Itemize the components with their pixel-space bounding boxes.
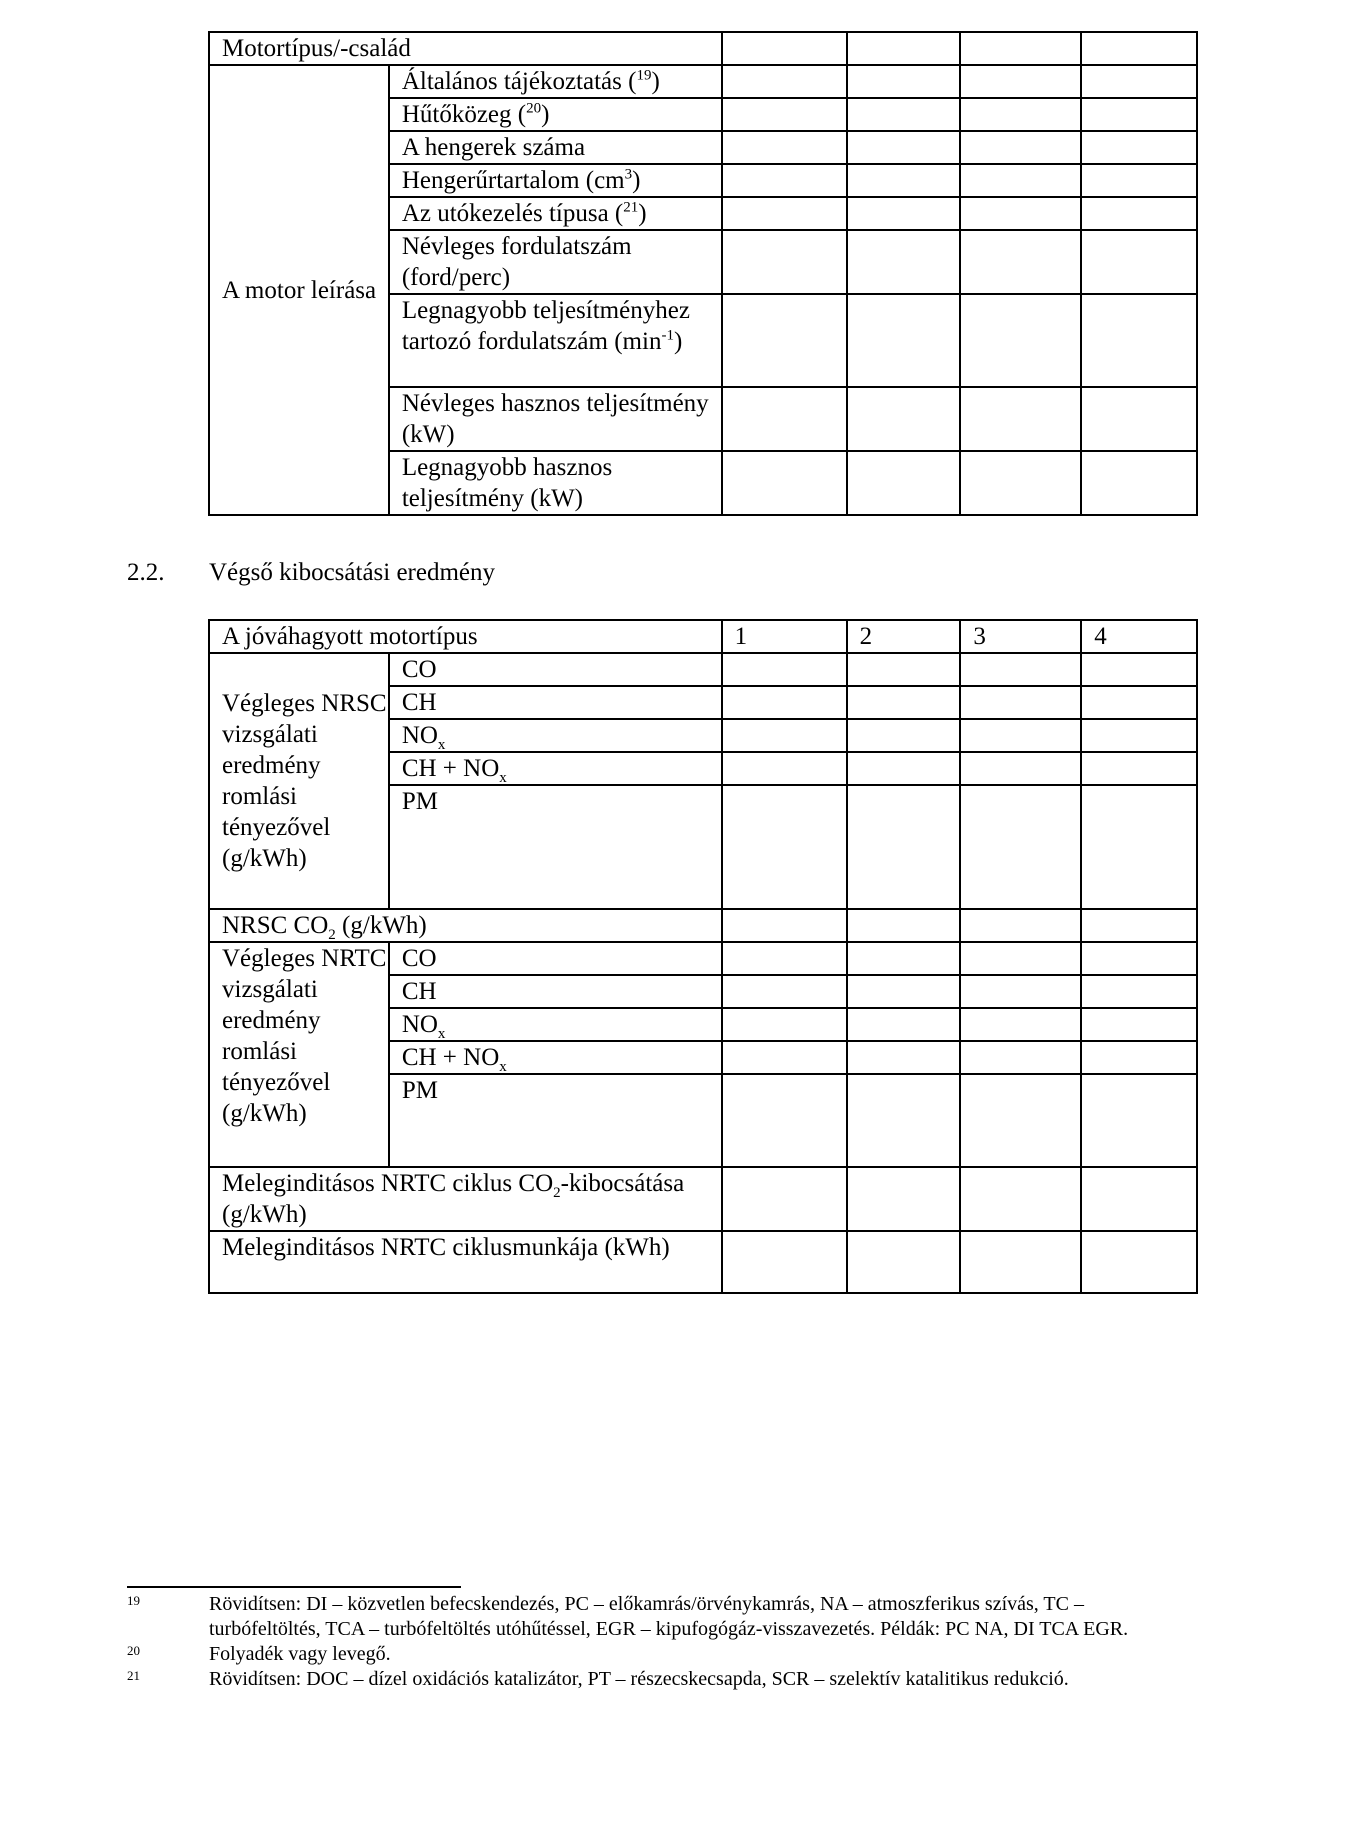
emission-results-table <box>208 619 1198 1294</box>
value-cell[interactable] <box>847 975 961 1008</box>
nrtc-work-label: Meleginditásos NRTC ciklusmunkája (kWh) <box>209 1231 722 1293</box>
parameter-superscript: 19 <box>636 67 652 84</box>
parameter-superscript: -1 <box>661 327 674 344</box>
value-cell[interactable] <box>722 197 847 230</box>
value-cell[interactable] <box>960 1167 1081 1231</box>
value-cell[interactable] <box>847 719 961 752</box>
parameter-text: Névleges fordulatszám (ford/perc) <box>401 233 632 291</box>
footnotes <box>127 1592 1187 1692</box>
value-cell[interactable] <box>960 451 1081 515</box>
value-cell[interactable] <box>960 230 1081 294</box>
footnote-21 <box>127 1667 1187 1692</box>
parameter-superscript: 21 <box>623 199 639 216</box>
ch-nox-base: CH + NO <box>401 1044 500 1071</box>
engine-parameter-label <box>389 98 722 131</box>
footnote-text: Rövidítsen: DI – közvetlen befecskendezés, PC – előkamrás/örvénykamrás, NA – atmoszferikus szívás, TC – turbófeltöltés, TCA – turbófeltöltés utóhűtéssel, EGR – kipufogógáz-visszavezetés. Példák: PC NA, DI TCA EGR. <box>209 1593 1129 1640</box>
value-cell[interactable] <box>722 32 847 65</box>
value-cell[interactable] <box>960 942 1081 975</box>
pollutant-ch: CH <box>389 686 722 719</box>
value-cell[interactable] <box>847 65 961 98</box>
value-cell[interactable] <box>960 719 1081 752</box>
nox-base: NO <box>401 722 438 749</box>
parameter-superscript: 20 <box>526 100 542 117</box>
engine-parameter-label <box>389 197 722 230</box>
ch-nox-sub: x <box>499 770 507 786</box>
value-cell[interactable] <box>1081 909 1197 942</box>
value-cell[interactable] <box>960 785 1081 909</box>
column-header: 3 <box>960 620 1081 653</box>
value-cell[interactable] <box>847 1041 961 1074</box>
pollutant-ch-nox <box>389 1041 722 1074</box>
nrsc-co2-label <box>209 909 722 942</box>
value-cell[interactable] <box>1081 1041 1197 1074</box>
engine-parameter-label <box>389 131 722 164</box>
value-cell[interactable] <box>722 1041 847 1074</box>
value-cell[interactable] <box>960 1041 1081 1074</box>
value-cell[interactable] <box>960 32 1081 65</box>
footnote-20 <box>127 1642 1187 1667</box>
footnote-separator <box>127 1586 461 1588</box>
value-cell[interactable] <box>847 909 961 942</box>
nrtc-co2-post: -kibocsátása (g/kWh) <box>222 1170 685 1228</box>
value-cell[interactable] <box>847 785 961 909</box>
value-cell[interactable] <box>847 653 961 686</box>
value-cell[interactable] <box>847 164 961 197</box>
parameter-text: Általános tájékoztatás ( <box>401 68 637 95</box>
value-cell[interactable] <box>1081 294 1197 387</box>
value-cell[interactable] <box>722 164 847 197</box>
value-cell[interactable] <box>722 1074 847 1167</box>
engine-parameter-label <box>389 294 722 387</box>
value-cell[interactable] <box>847 752 961 785</box>
value-cell[interactable] <box>847 387 961 451</box>
ch-nox-sub: x <box>499 1059 507 1075</box>
parameter-text: Névleges hasznos teljesítmény (kW) <box>401 390 709 448</box>
value-cell[interactable] <box>960 164 1081 197</box>
pollutant-ch-nox <box>389 752 722 785</box>
value-cell[interactable] <box>960 909 1081 942</box>
value-cell[interactable] <box>1081 1008 1197 1041</box>
value-cell[interactable] <box>1081 785 1197 909</box>
value-cell[interactable] <box>722 131 847 164</box>
value-cell[interactable] <box>847 1008 961 1041</box>
value-cell[interactable] <box>722 653 847 686</box>
parameter-text: Legnagyobb teljesítményhez tartozó fordulatszám (min <box>401 297 690 355</box>
value-cell[interactable] <box>722 909 847 942</box>
nrsc-result-label: Végleges NRSC vizsgálati eredmény romlási tényezővel (g/kWh) <box>209 653 389 909</box>
nox-sub: x <box>437 1026 446 1042</box>
nrtc-co2-pre: Meleginditásos NRTC ciklus CO <box>222 1170 554 1197</box>
value-cell[interactable] <box>722 975 847 1008</box>
value-cell[interactable] <box>847 32 961 65</box>
parameter-text: Legnagyobb hasznos teljesítmény (kW) <box>401 454 613 512</box>
value-cell[interactable] <box>960 686 1081 719</box>
parameter-text: Hűtőközeg ( <box>401 101 527 128</box>
value-cell[interactable] <box>1081 164 1197 197</box>
footnote-text: Folyadék vagy levegő. <box>209 1643 391 1665</box>
pollutant-nox <box>389 1008 722 1041</box>
value-cell[interactable] <box>1081 653 1197 686</box>
value-cell[interactable] <box>847 294 961 387</box>
parameter-text-end: ) <box>651 68 660 95</box>
value-cell[interactable] <box>960 752 1081 785</box>
value-cell[interactable] <box>1081 131 1197 164</box>
value-cell[interactable] <box>847 230 961 294</box>
value-cell[interactable] <box>847 942 961 975</box>
engine-parameter-label <box>389 451 722 515</box>
value-cell[interactable] <box>847 98 961 131</box>
section-number: 2.2. <box>127 559 165 586</box>
value-cell[interactable] <box>1081 1074 1197 1167</box>
value-cell[interactable] <box>1081 98 1197 131</box>
value-cell[interactable] <box>722 752 847 785</box>
value-cell[interactable] <box>1081 942 1197 975</box>
pollutant-pm: PM <box>389 785 722 909</box>
value-cell[interactable] <box>960 65 1081 98</box>
value-cell[interactable] <box>847 197 961 230</box>
ch-nox-base: CH + NO <box>401 755 500 782</box>
value-cell[interactable] <box>847 451 961 515</box>
value-cell[interactable] <box>847 1167 961 1231</box>
column-header: 2 <box>847 620 961 653</box>
value-cell[interactable] <box>960 1074 1081 1167</box>
value-cell[interactable] <box>960 98 1081 131</box>
value-cell[interactable] <box>722 65 847 98</box>
value-cell[interactable] <box>960 653 1081 686</box>
footnote-number: 20 <box>127 1643 140 1658</box>
section-heading <box>127 557 495 588</box>
footnote-text: Rövidítsen: DOC – dízel oxidációs katalizátor, PT – részecskecsapda, SCR – szelektív katalitikus redukció. <box>209 1668 1069 1690</box>
value-cell[interactable] <box>722 98 847 131</box>
value-cell[interactable] <box>722 387 847 451</box>
value-cell[interactable] <box>1081 387 1197 451</box>
value-cell[interactable] <box>722 942 847 975</box>
value-cell[interactable] <box>960 131 1081 164</box>
engine-description-table <box>208 31 1198 516</box>
pollutant-pm: PM <box>389 1074 722 1167</box>
value-cell[interactable] <box>1081 686 1197 719</box>
nrsc-co2-pre: NRSC CO <box>222 912 329 939</box>
nrtc-co2-label <box>209 1167 722 1231</box>
footnote-19 <box>127 1592 1187 1642</box>
nox-base: NO <box>401 1011 438 1038</box>
engine-parameter-label <box>389 65 722 98</box>
pollutant-co: CO <box>389 942 722 975</box>
nrtc-co2-sub: 2 <box>553 1185 561 1201</box>
value-cell[interactable] <box>1081 1167 1197 1231</box>
value-cell[interactable] <box>722 719 847 752</box>
value-cell[interactable] <box>1081 230 1197 294</box>
parameter-text-end: ) <box>541 101 550 128</box>
value-cell[interactable] <box>722 686 847 719</box>
value-cell[interactable] <box>1081 719 1197 752</box>
value-cell[interactable] <box>1081 197 1197 230</box>
value-cell[interactable] <box>847 686 961 719</box>
value-cell[interactable] <box>1081 32 1197 65</box>
value-cell[interactable] <box>722 1231 847 1293</box>
approved-engine-type-label: A jóváhagyott motortípus <box>209 620 722 653</box>
nrsc-co2-post: (g/kWh) <box>335 912 427 939</box>
value-cell[interactable] <box>960 1008 1081 1041</box>
value-cell[interactable] <box>960 1231 1081 1293</box>
value-cell[interactable] <box>847 1231 961 1293</box>
value-cell[interactable] <box>1081 65 1197 98</box>
value-cell[interactable] <box>960 975 1081 1008</box>
nox-sub: x <box>437 737 446 753</box>
column-header: 4 <box>1081 620 1197 653</box>
parameter-text: A hengerek száma <box>401 134 586 161</box>
engine-description-label: A motor leírása <box>209 65 389 515</box>
value-cell[interactable] <box>722 1008 847 1041</box>
parameter-text-end: ) <box>632 167 641 194</box>
value-cell[interactable] <box>722 294 847 387</box>
engine-family-label: Motortípus/-család <box>209 32 722 65</box>
parameter-text-end: ) <box>638 200 647 227</box>
value-cell[interactable] <box>722 451 847 515</box>
nrtc-result-label: Végleges NRTC vizsgálati eredmény romlási tényezővel (g/kWh) <box>209 942 389 1167</box>
footnote-number: 21 <box>127 1668 140 1683</box>
engine-parameter-label <box>389 164 722 197</box>
column-header: 1 <box>722 620 847 653</box>
footnote-number: 19 <box>127 1593 140 1608</box>
value-cell[interactable] <box>1081 975 1197 1008</box>
value-cell[interactable] <box>960 387 1081 451</box>
value-cell[interactable] <box>960 294 1081 387</box>
parameter-text: Hengerűrtartalom (cm <box>401 167 625 194</box>
pollutant-nox <box>389 719 722 752</box>
nrsc-co2-sub: 2 <box>328 927 336 943</box>
section-title: Végső kibocsátási eredmény <box>209 559 496 586</box>
value-cell[interactable] <box>847 131 961 164</box>
value-cell[interactable] <box>1081 752 1197 785</box>
value-cell[interactable] <box>1081 1231 1197 1293</box>
parameter-superscript: 3 <box>624 166 633 183</box>
parameter-text-end: ) <box>673 328 683 355</box>
value-cell[interactable] <box>847 1074 961 1167</box>
engine-parameter-label <box>389 387 722 451</box>
value-cell[interactable] <box>1081 451 1197 515</box>
value-cell[interactable] <box>722 230 847 294</box>
value-cell[interactable] <box>722 1167 847 1231</box>
value-cell[interactable] <box>722 785 847 909</box>
engine-parameter-label <box>389 230 722 294</box>
pollutant-ch: CH <box>389 975 722 1008</box>
pollutant-co: CO <box>389 653 722 686</box>
value-cell[interactable] <box>960 197 1081 230</box>
parameter-text: Az utókezelés típusa ( <box>401 200 624 227</box>
